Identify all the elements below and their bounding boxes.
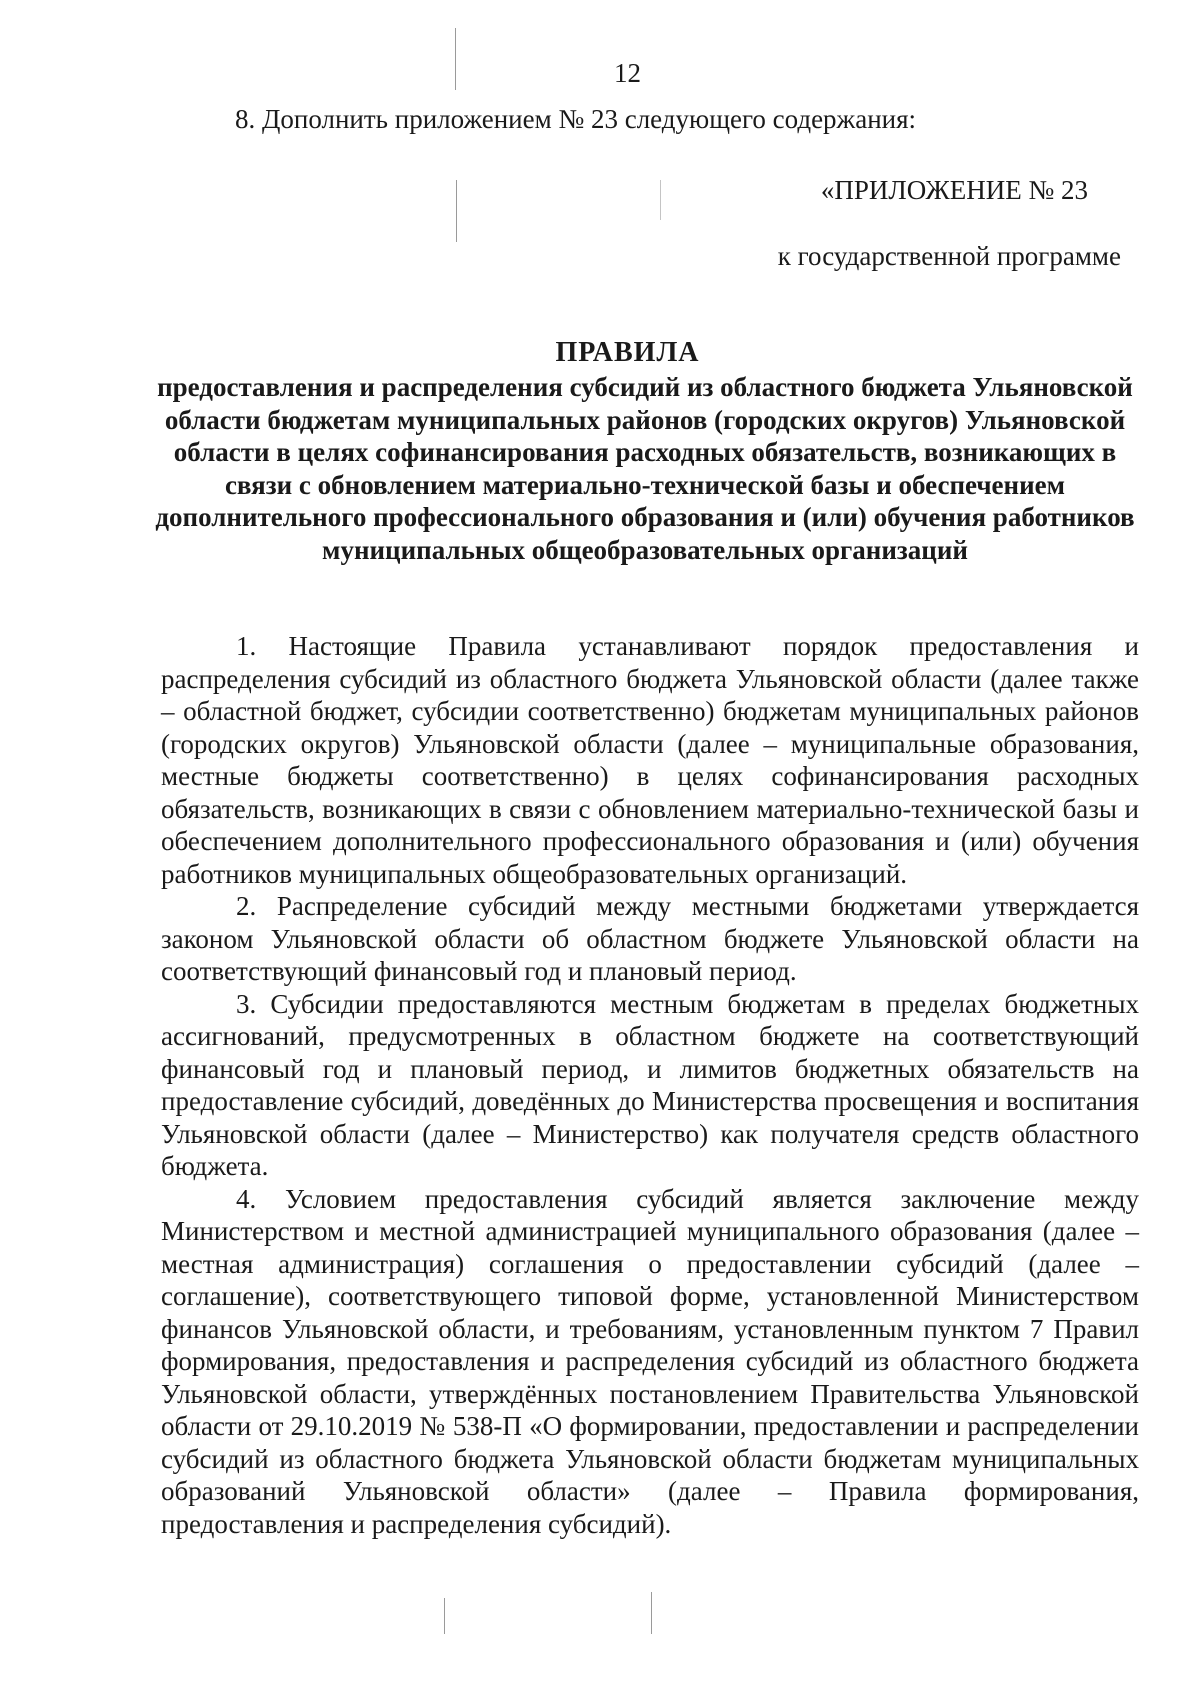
- scan-artifact-line: [444, 1598, 445, 1634]
- rules-title: ПРАВИЛА: [555, 337, 700, 368]
- appendix-subtitle: к государственной программе: [777, 241, 1121, 271]
- page-number: 12: [614, 58, 641, 88]
- paragraph-2: 2. Распределение субсидий между местными бюджетами утверждается законом Ульяновской области об областном бюджете Ульяновской области на соответствующий финансовый год и плановый период.: [161, 891, 1139, 986]
- paragraph-1: 1. Настоящие Правила устанавливают порядок предоставления и распределения субсидий из областного бюджета Ульяновской области (далее также – областной бюджет, субсидии соответственно) бюджетам муниципальных районов (городских округов) Ульяновской области (далее – муниципальные образования, местные бюджеты соответственно) в целях софинансирования расходных обязательств, возникающих в связи с обновлением материально-технической базы и обеспечением дополнительного профессионального образования и (или) обучения работников муниципальных общеобразовательных организаций.: [161, 631, 1139, 889]
- paragraph-3: 3. Субсидии предоставляются местным бюджетам в пределах бюджетных ассигнований, предусмотренных в областном бюджете на соответствующий финансовый год и плановый период, и лимитов бюджетных обязательств на предоставление субсидий, доведённых до Министерства просвещения и воспитания Ульяновской области (далее – Министерство) как получателя средств областного бюджета.: [161, 988, 1139, 1181]
- rules-subtitle: предоставления и распределения субсидий из областного бюджета Ульяновской области бюджетам муниципальных районов (городских округов) Ульяновской области в целях софинансирования расходных обязательств, возникающих в связи с обновлением материально-технической базы и обеспечением дополнительного профессионального образования и (или) обучения работников муниципальных общеобразовательных организаций: [155, 372, 1135, 565]
- appendix-title: «ПРИЛОЖЕНИЕ № 23: [820, 175, 1088, 205]
- scan-artifact-line: [660, 180, 661, 220]
- paragraph-4: 4. Условием предоставления субсидий является заключение между Министерством и местной администрацией муниципального образования (далее – местная администрация) соглашения о предоставлении субсидий (далее – соглашение), соответствующего типовой форме, установленной Министерством финансов Ульяновской области, и требованиям, установленным пунктом 7 Правил формирования, предоставления и распределения субсидий из областного бюджета Ульяновской области, утверждённых постановлением Правительства Ульяновской области от 29.10.2019 № 538-П «О формировании, предоставлении и распределении субсидий из областного бюджета Ульяновской области бюджетам муниципальных образований Ульяновской области» (далее – Правила формирования, предоставления и распределения субсидий).: [161, 1183, 1139, 1539]
- scan-artifact-line: [456, 180, 457, 242]
- scan-artifact-line: [651, 1592, 652, 1634]
- amendment-intro: 8. Дополнить приложением № 23 следующего содержания:: [235, 104, 917, 134]
- rules-body: [161, 630, 1139, 1540]
